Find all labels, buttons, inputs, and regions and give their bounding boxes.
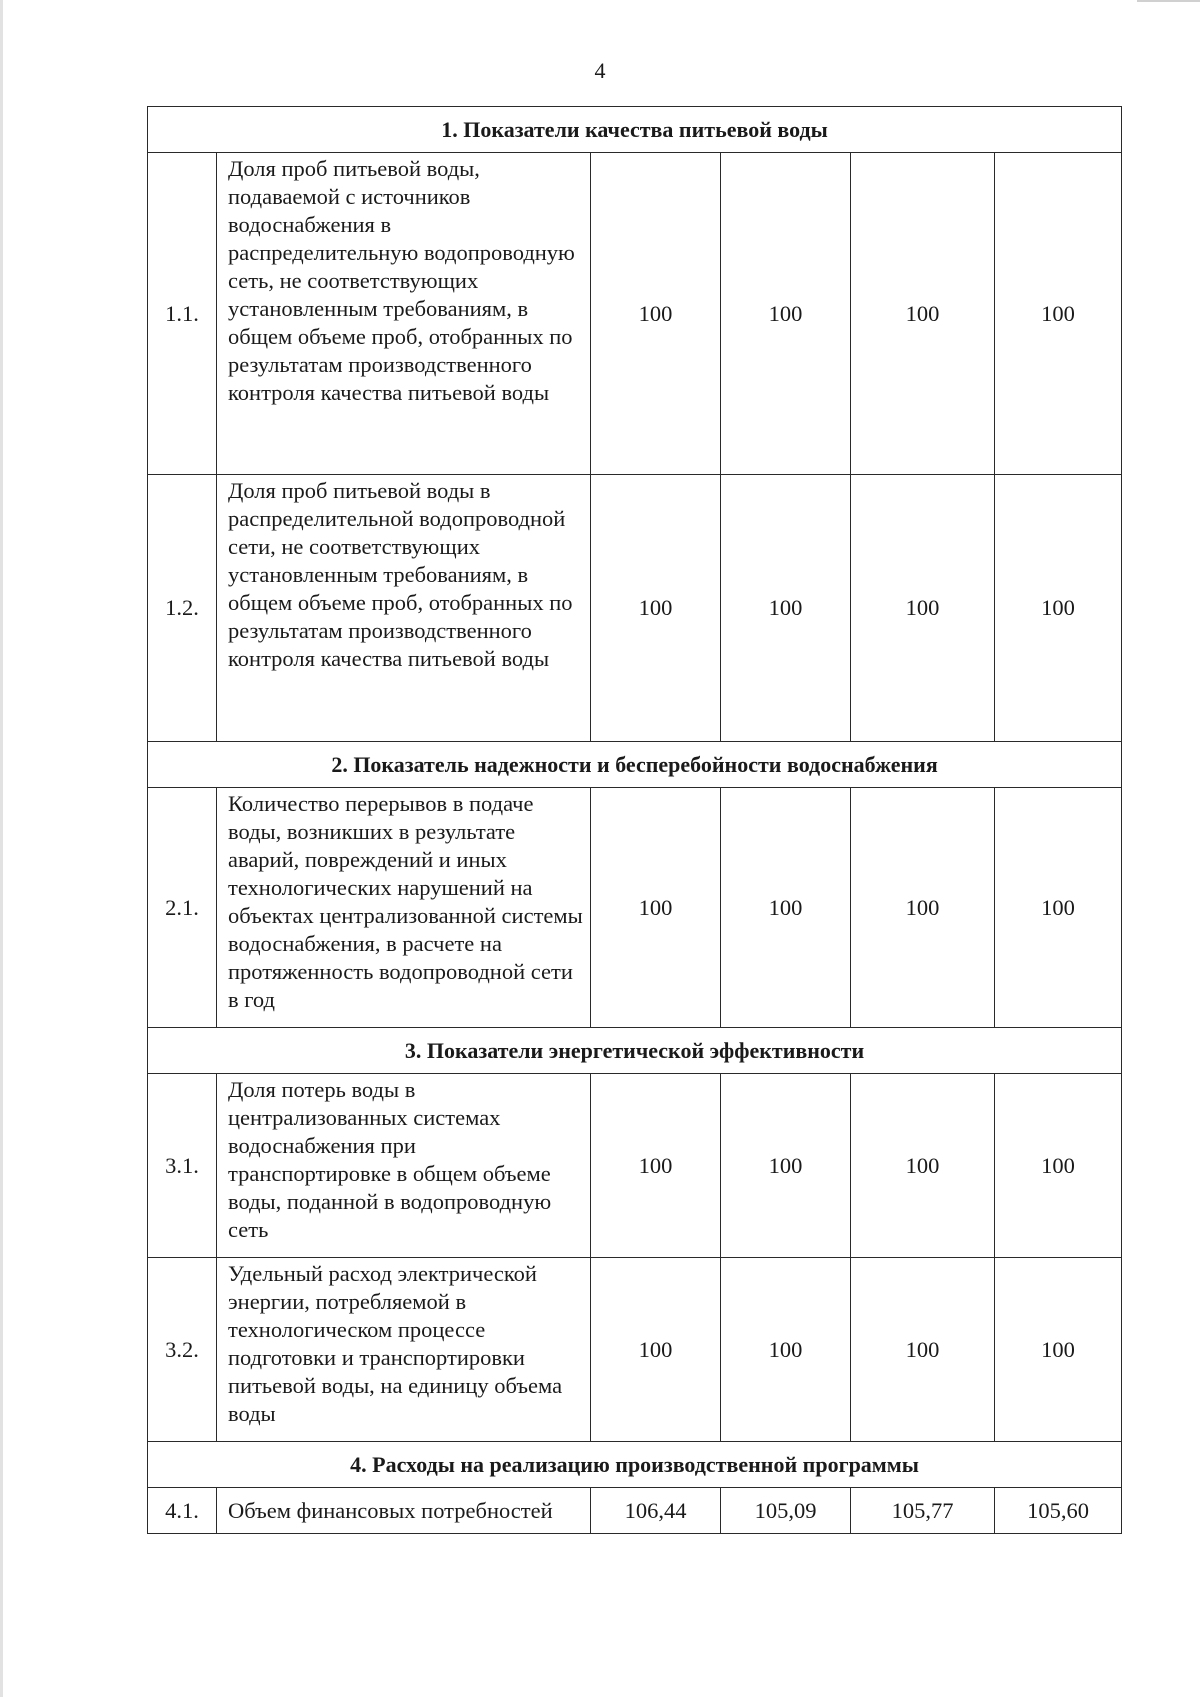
value-cell: 100 — [721, 475, 851, 742]
value-cell: 100 — [591, 475, 721, 742]
table-row — [148, 788, 1122, 1028]
value-cell: 100 — [591, 1258, 721, 1442]
section-header-row — [148, 107, 1122, 153]
value-cell: 100 — [721, 153, 851, 475]
value-cell: 100 — [995, 153, 1122, 475]
row-description: Доля проб питьевой воды в распределительной водопроводной сети, не соответствующих установленным требованиям, в общем объеме проб, отобранных по результатам производственного контроля качества питьевой воды — [217, 475, 591, 742]
table-row — [148, 475, 1122, 742]
row-description: Доля проб питьевой воды, подаваемой с источников водоснабжения в распределительную водопроводную сеть, не соответствующих установленным требованиям, в общем объеме проб, отобранных по результатам производственного контроля качества питьевой воды — [217, 153, 591, 475]
value-cell: 100 — [851, 153, 995, 475]
section-title: 1. Показатели качества питьевой воды — [148, 107, 1122, 153]
value-cell: 100 — [591, 153, 721, 475]
row-number: 4.1. — [148, 1488, 217, 1534]
value-cell: 105,60 — [995, 1488, 1122, 1534]
section-header-row — [148, 1442, 1122, 1488]
row-number: 1.1. — [148, 153, 217, 475]
table-row — [148, 1488, 1122, 1534]
value-cell: 106,44 — [591, 1488, 721, 1534]
row-description: Объем финансовых потребностей — [217, 1488, 591, 1534]
section-title: 2. Показатель надежности и бесперебойности водоснабжения — [148, 742, 1122, 788]
value-cell: 100 — [851, 475, 995, 742]
value-cell: 100 — [721, 1074, 851, 1258]
value-cell: 100 — [995, 475, 1122, 742]
value-cell: 100 — [721, 788, 851, 1028]
row-number: 1.2. — [148, 475, 217, 742]
value-cell: 100 — [591, 788, 721, 1028]
value-cell: 100 — [591, 1074, 721, 1258]
value-cell: 100 — [995, 1258, 1122, 1442]
table-row — [148, 153, 1122, 475]
section-title: 4. Расходы на реализацию производственной программы — [148, 1442, 1122, 1488]
section-header-row — [148, 742, 1122, 788]
value-cell: 105,77 — [851, 1488, 995, 1534]
value-cell: 105,09 — [721, 1488, 851, 1534]
value-cell: 100 — [851, 1258, 995, 1442]
section-title: 3. Показатели энергетической эффективности — [148, 1028, 1122, 1074]
row-number: 3.1. — [148, 1074, 217, 1258]
row-description: Удельный расход электрической энергии, потребляемой в технологическом процессе подготовки и транспортировки питьевой воды, на единицу объема воды — [217, 1258, 591, 1442]
table-row — [148, 1074, 1122, 1258]
row-description: Доля потерь воды в централизованных системах водоснабжения при транспортировке в общем объеме воды, поданной в водопроводную сеть — [217, 1074, 591, 1258]
page-number: 4 — [594, 58, 606, 83]
value-cell: 100 — [851, 788, 995, 1028]
scan-edge-top — [1137, 0, 1200, 2]
value-cell: 100 — [721, 1258, 851, 1442]
table-row — [148, 1258, 1122, 1442]
row-number: 3.2. — [148, 1258, 217, 1442]
row-description: Количество перерывов в подаче воды, возникших в результате аварий, повреждений и иных технологических нарушений на объектах централизованной системы водоснабжения, в расчете на протяженность водопроводной сети в год — [217, 788, 591, 1028]
value-cell: 100 — [851, 1074, 995, 1258]
section-header-row — [148, 1028, 1122, 1074]
indicators-table — [147, 106, 1122, 1534]
row-number: 2.1. — [148, 788, 217, 1028]
value-cell: 100 — [995, 1074, 1122, 1258]
value-cell: 100 — [995, 788, 1122, 1028]
scan-edge-left — [0, 0, 3, 1697]
